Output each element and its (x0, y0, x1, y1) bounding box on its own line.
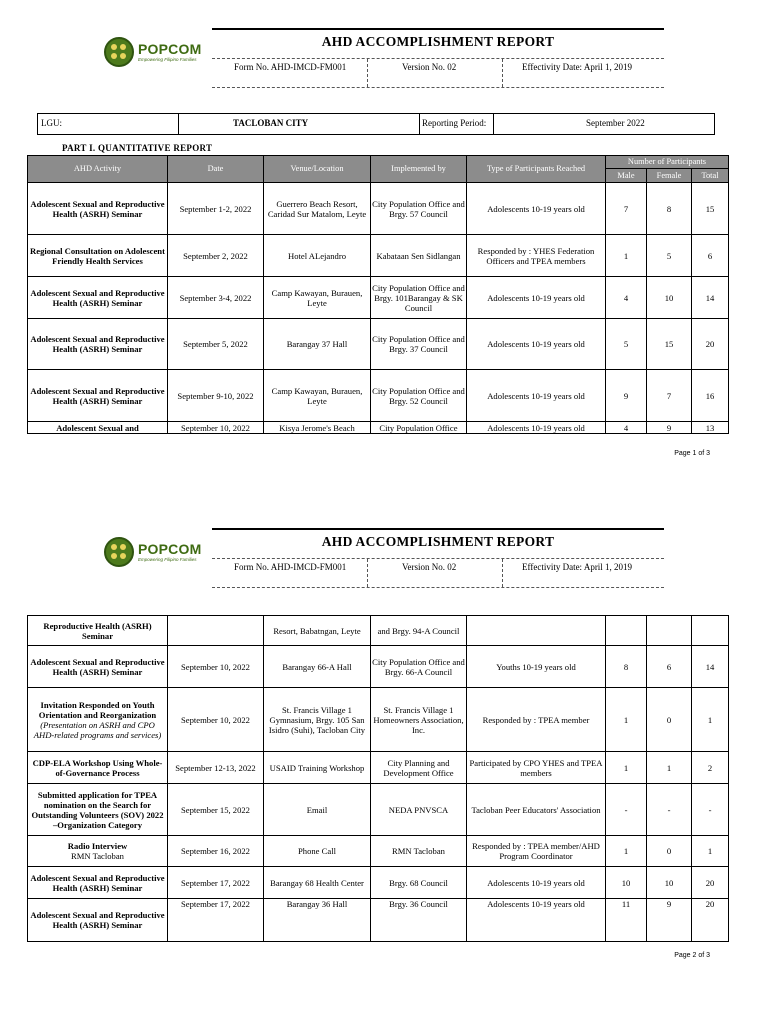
table-cell: Kabataan Sen Sidlangan (371, 235, 467, 277)
table-cell: September 10, 2022 (168, 646, 264, 688)
col-num-participants: Number of Participants (606, 156, 729, 169)
table-cell: City Population Office and Brgy. 57 Council (371, 183, 467, 235)
table-cell (692, 616, 729, 646)
page-1 (0, 0, 768, 470)
report-title: AHD ACCOMPLISHMENT REPORT (321, 534, 555, 549)
table-cell: Adolescents 10-19 years old (467, 422, 606, 434)
table-cell: Responded by : YHES Federation Officers and TPEA members (467, 235, 606, 277)
table-row (28, 319, 729, 370)
table-cell: Reproductive Health (ASRH) Seminar (28, 616, 168, 646)
page-number: Page 1 of 3 (674, 450, 710, 457)
table-cell: - (692, 784, 729, 836)
col-date: Date (168, 156, 264, 183)
popcom-seal-icon (104, 37, 134, 67)
table-cell: City Population Office and Brgy. 37 Council (371, 319, 467, 370)
table-cell: 1 (606, 752, 647, 784)
col-male: Male (606, 169, 647, 183)
table-cell: - (647, 784, 692, 836)
table-cell: 9 (647, 899, 692, 942)
page-number: Page 2 of 3 (674, 952, 710, 959)
popcom-seal-icon (104, 537, 134, 567)
table-cell: Brgy. 68 Council (371, 867, 467, 899)
col-participant-type: Type of Participants Reached (467, 156, 606, 183)
table-cell: 15 (647, 319, 692, 370)
table-cell: 1 (647, 752, 692, 784)
table-cell: 7 (606, 183, 647, 235)
table-cell: 8 (647, 183, 692, 235)
table-cell: Participated by CPO YHES and TPEA members (467, 752, 606, 784)
table-cell: CDP-ELA Workshop Using Whole-of-Governance Process (28, 752, 168, 784)
logo-text: POPCOM (138, 41, 202, 57)
table-cell: Adolescents 10-19 years old (467, 277, 606, 319)
table-cell: 16 (692, 370, 729, 422)
table-cell: September 12-13, 2022 (168, 752, 264, 784)
logo-tagline: Empowering Filipino Families (138, 557, 197, 562)
table-cell: Barangay 66-A Hall (264, 646, 371, 688)
table-cell: 14 (692, 646, 729, 688)
table-cell: September 16, 2022 (168, 836, 264, 867)
table-cell: September 1-2, 2022 (168, 183, 264, 235)
table-cell: September 17, 2022 (168, 899, 264, 942)
table-cell: - (606, 784, 647, 836)
form-meta (212, 58, 664, 88)
table-cell: Adolescents 10-19 years old (467, 370, 606, 422)
version-number: Version No. 02 (402, 62, 457, 72)
table-cell: 10 (647, 277, 692, 319)
period-value: September 2022 (586, 118, 645, 128)
period-label: Reporting Period: (422, 118, 487, 128)
logo-tagline: Empowering Filipino Families (138, 57, 197, 62)
table-cell: 20 (692, 899, 729, 942)
table-row: Invitation Responded on Youth Orientation and Reorganization (Presentation on ASRH and CPO AHD-related programs and services) September 10, 2022 St. Francis Village 1 Gymnasium, Brgy. 105 San Isidro (Suhi), Tacloban City St. Francis Village 1 Homeowners Association, Inc. Responded by : TPEA member 1 0 1 (28, 688, 729, 752)
table-cell: Adolescent Sexual and Reproductive Health (ASRH) Seminar (28, 646, 168, 688)
table-row (28, 370, 729, 422)
lgu-value: TACLOBAN CITY (233, 118, 309, 128)
table-row (28, 784, 729, 836)
table-cell: 10 (647, 867, 692, 899)
table-cell: Adolescent Sexual and Reproductive Health (ASRH) Seminar (28, 183, 168, 235)
table-cell: 15 (692, 183, 729, 235)
table-cell: 13 (692, 422, 729, 434)
table-cell: 10 (606, 867, 647, 899)
table-cell: September 2, 2022 (168, 235, 264, 277)
table-cell: Adolescents 10-19 years old (467, 867, 606, 899)
table-cell: Guerrero Beach Resort, Caridad Sur Matalom, Leyte (264, 183, 371, 235)
table-cell: City Population Office (371, 422, 467, 434)
table-cell: Adolescent Sexual and Reproductive Health (ASRH) Seminar (28, 867, 168, 899)
table-cell: 1 (692, 688, 729, 752)
quantitative-table-page2 (27, 615, 729, 942)
table-cell: 7 (647, 370, 692, 422)
table-cell: Camp Kawayan, Burauen, Leyte (264, 277, 371, 319)
table-cell: Adolescents 10-19 years old (467, 319, 606, 370)
table-cell: Tacloban Peer Educators' Association (467, 784, 606, 836)
table-cell: St. Francis Village 1 Homeowners Association, Inc. (371, 688, 467, 752)
table-row (28, 867, 729, 899)
col-activity: AHD Activity (28, 156, 168, 183)
col-implemented: Implemented by (371, 156, 467, 183)
table-cell: 1 (606, 836, 647, 867)
table-row (28, 183, 729, 235)
popcom-logo (100, 528, 212, 588)
col-venue: Venue/Location (264, 156, 371, 183)
col-total: Total (692, 169, 729, 183)
table-cell: City Population Office and Brgy. 52 Council (371, 370, 467, 422)
table-cell: Kisya Jerome's Beach (264, 422, 371, 434)
table-cell: Adolescent Sexual and Reproductive Health (ASRH) Seminar (28, 370, 168, 422)
page-2 (0, 500, 768, 1024)
table-cell: 14 (692, 277, 729, 319)
table-cell: 0 (647, 688, 692, 752)
table-cell: 5 (647, 235, 692, 277)
table-cell: St. Francis Village 1 Gymnasium, Brgy. 105 San Isidro (Suhi), Tacloban City (264, 688, 371, 752)
effectivity-date: Effectivity Date: April 1, 2019 (522, 62, 633, 72)
table-cell: September 10, 2022 (168, 422, 264, 434)
table-row (28, 752, 729, 784)
table-cell: 9 (647, 422, 692, 434)
table-cell: September 9-10, 2022 (168, 370, 264, 422)
table-cell: 5 (606, 319, 647, 370)
table-cell: City Population Office and Brgy. 101Barangay & SK Council (371, 277, 467, 319)
table-cell (168, 616, 264, 646)
table-row (28, 899, 729, 942)
table-cell: Submitted application for TPEA nomination on the Search for Outstanding Volunteers (SOV) 2022 –Organization Category (28, 784, 168, 836)
table-row (28, 646, 729, 688)
table-cell: Adolescent Sexual and Reproductive Health (ASRH) Seminar (28, 899, 168, 942)
table-cell: 6 (647, 646, 692, 688)
table-cell: Adolescent Sexual and Reproductive Health (ASRH) Seminar (28, 277, 168, 319)
form-number: Form No. AHD-IMCD-FM001 (234, 562, 347, 572)
table-cell: Regional Consultation on Adolescent Friendly Health Services (28, 235, 168, 277)
effectivity-date: Effectivity Date: April 1, 2019 (522, 562, 633, 572)
table-cell: September 17, 2022 (168, 867, 264, 899)
table-cell: September 10, 2022 (168, 688, 264, 752)
table-cell: 20 (692, 319, 729, 370)
table-cell: Adolescent Sexual and Reproductive Health (ASRH) Seminar (28, 319, 168, 370)
table-cell: Barangay 37 Hall (264, 319, 371, 370)
table-cell: Adolescents 10-19 years old (467, 183, 606, 235)
table-cell: 11 (606, 899, 647, 942)
popcom-logo (100, 28, 212, 88)
part-title: PART I. QUANTITATIVE REPORT (62, 143, 213, 153)
table-cell: Barangay 36 Hall (264, 899, 371, 942)
logo-text: POPCOM (138, 541, 202, 557)
table-cell (467, 616, 606, 646)
table-cell (606, 616, 647, 646)
lgu-row (37, 113, 715, 135)
table-cell: 2 (692, 752, 729, 784)
table-cell: September 5, 2022 (168, 319, 264, 370)
table-cell: Hotel ALejandro (264, 235, 371, 277)
table-row (28, 422, 729, 434)
table-cell: 4 (606, 277, 647, 319)
table-cell: 0 (647, 836, 692, 867)
table-cell: 8 (606, 646, 647, 688)
table-cell (647, 616, 692, 646)
table-cell: Email (264, 784, 371, 836)
table-cell: 6 (692, 235, 729, 277)
table-row (28, 277, 729, 319)
table-cell: 9 (606, 370, 647, 422)
table-cell: NEDA PNVSCA (371, 784, 467, 836)
table-cell: Camp Kawayan, Burauen, Leyte (264, 370, 371, 422)
table-cell: September 15, 2022 (168, 784, 264, 836)
report-header (100, 28, 664, 88)
table-row (28, 235, 729, 277)
table-cell: 1 (606, 235, 647, 277)
table-cell: City Planning and Development Office (371, 752, 467, 784)
table-cell: Barangay 68 Health Center (264, 867, 371, 899)
version-number: Version No. 02 (402, 562, 457, 572)
lgu-label: LGU: (41, 118, 62, 128)
table-cell: 1 (692, 836, 729, 867)
form-meta (212, 558, 664, 588)
table-cell: 1 (606, 688, 647, 752)
table-cell: City Population Office and Brgy. 66-A Council (371, 646, 467, 688)
table-cell: September 3-4, 2022 (168, 277, 264, 319)
table-cell: RMN Tacloban (371, 836, 467, 867)
col-female: Female (647, 169, 692, 183)
table-cell: Phone Call (264, 836, 371, 867)
table-cell: 4 (606, 422, 647, 434)
table-cell: 20 (692, 867, 729, 899)
table-cell: Responded by : TPEA member/AHD Program Coordinator (467, 836, 606, 867)
table-cell: and Brgy. 94-A Council (371, 616, 467, 646)
table-row (28, 616, 729, 646)
quantitative-table-page1 (27, 155, 729, 434)
table-cell: USAID Training Workshop (264, 752, 371, 784)
table-row: Radio Interview RMN Tacloban September 16, 2022 Phone Call RMN Tacloban Responded by : TPEA member/AHD Program Coordinator 1 0 1 (28, 836, 729, 867)
table-cell: Brgy. 36 Council (371, 899, 467, 942)
table-cell: Resort, Babatngan, Leyte (264, 616, 371, 646)
report-title: AHD ACCOMPLISHMENT REPORT (321, 34, 555, 49)
table-cell: Adolescents 10-19 years old (467, 899, 606, 942)
form-number: Form No. AHD-IMCD-FM001 (234, 62, 347, 72)
table-cell: Youths 10-19 years old (467, 646, 606, 688)
table-cell: Adolescent Sexual and (28, 422, 168, 434)
table-cell: Responded by : TPEA member (467, 688, 606, 752)
report-header (100, 528, 664, 588)
